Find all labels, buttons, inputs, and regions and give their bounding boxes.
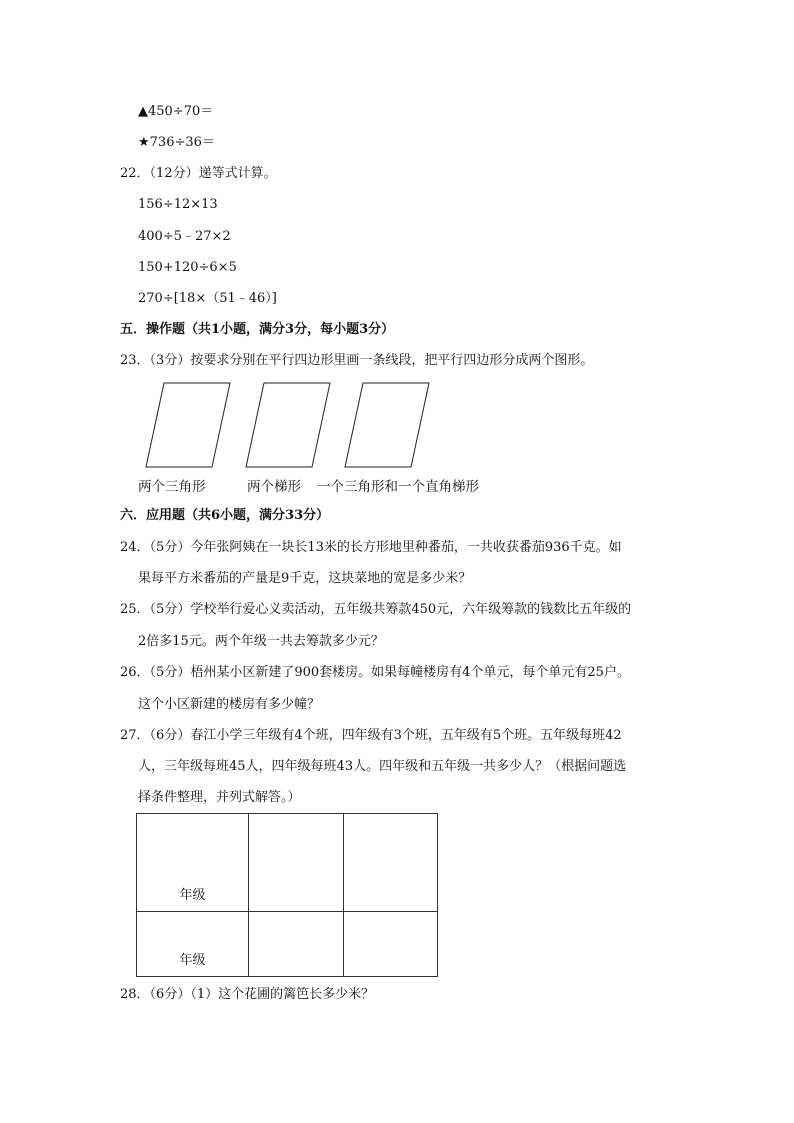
- q28-text: 28．（6分）（1）这个花圃的篱笆长多少米？: [120, 987, 375, 1002]
- table-row: [137, 912, 438, 977]
- q24-line-2: 果每平方米番茄的产量是9千克，这块菜地的宽是多少米？: [138, 571, 472, 586]
- q23-label-two-trapezoids: 两个梯形: [247, 479, 301, 495]
- calc-line-triangle: ▲450÷70＝: [138, 104, 214, 119]
- q27-line-2: 人，三年级每班45人，四年级每班43人。四年级和五年级一共多少人？（根据问题选: [138, 759, 627, 774]
- q22-item-4: 270÷[18×（51﹣46）]: [138, 291, 277, 306]
- q22-item-2: 400÷5﹣27×2: [138, 229, 231, 244]
- table-cell-grade-1: [137, 814, 249, 912]
- table-cell: [249, 912, 344, 977]
- parallelogram-1: [146, 383, 230, 467]
- q23-label-triangle-and-right-trapezoid: 一个三角形和一个直角梯形: [317, 479, 479, 495]
- row-label: 年级: [179, 953, 206, 968]
- q27-line-3: 择条件整理，并列式解答。）: [138, 790, 301, 805]
- q25-line-2: 2倍多15元。两个年级一共去筹款多少元？: [138, 634, 384, 649]
- parallelogram-2: [246, 383, 330, 467]
- q22-header: 22．（12分）递等式计算。: [120, 166, 277, 181]
- q22-item-1: 156÷12×13: [138, 197, 218, 212]
- q24-line-1: 24．（5分）今年张阿姨在一块长13米的长方形地里种番茄，一共收获番茄936千克。如: [120, 540, 622, 555]
- row-label: 年级: [179, 888, 206, 903]
- parallelograms-figure: [0, 0, 794, 500]
- section-6-title: 六．应用题（共6小题，满分33分）: [120, 508, 330, 523]
- table-cell-grade-2: [137, 912, 249, 977]
- q25-line-1: 25．（5分）学校举行爱心义卖活动，五年级共筹款450元，六年级筹款的钱数比五年级的: [120, 602, 632, 617]
- q27-answer-table: [136, 813, 438, 977]
- q22-item-3: 150+120÷6×5: [138, 260, 237, 275]
- parallelogram-3: [345, 383, 429, 467]
- table-cell: [344, 814, 438, 912]
- calc-line-star: ★736÷36＝: [138, 135, 215, 150]
- table-cell: [249, 814, 344, 912]
- table-cell: [344, 912, 438, 977]
- q27-line-1: 27．（6分）春江小学三年级有4个班，四年级有3个班，五年级有5个班。五年级每班42: [120, 728, 622, 743]
- q26-line-2: 这个小区新建的楼房有多少幢？: [138, 697, 321, 712]
- q23-text: 23．（3分）按要求分别在平行四边形里画一条线段，把平行四边形分成两个图形。: [120, 353, 594, 368]
- q26-line-1: 26．（5分）梧州某小区新建了900套楼房。如果每幢楼房有4个单元，每个单元有25户。: [120, 665, 630, 680]
- section-5-title: 五．操作题（共1小题，满分3分，每小题3分）: [120, 322, 395, 337]
- table-row: [137, 814, 438, 912]
- q23-label-two-triangles: 两个三角形: [138, 479, 206, 495]
